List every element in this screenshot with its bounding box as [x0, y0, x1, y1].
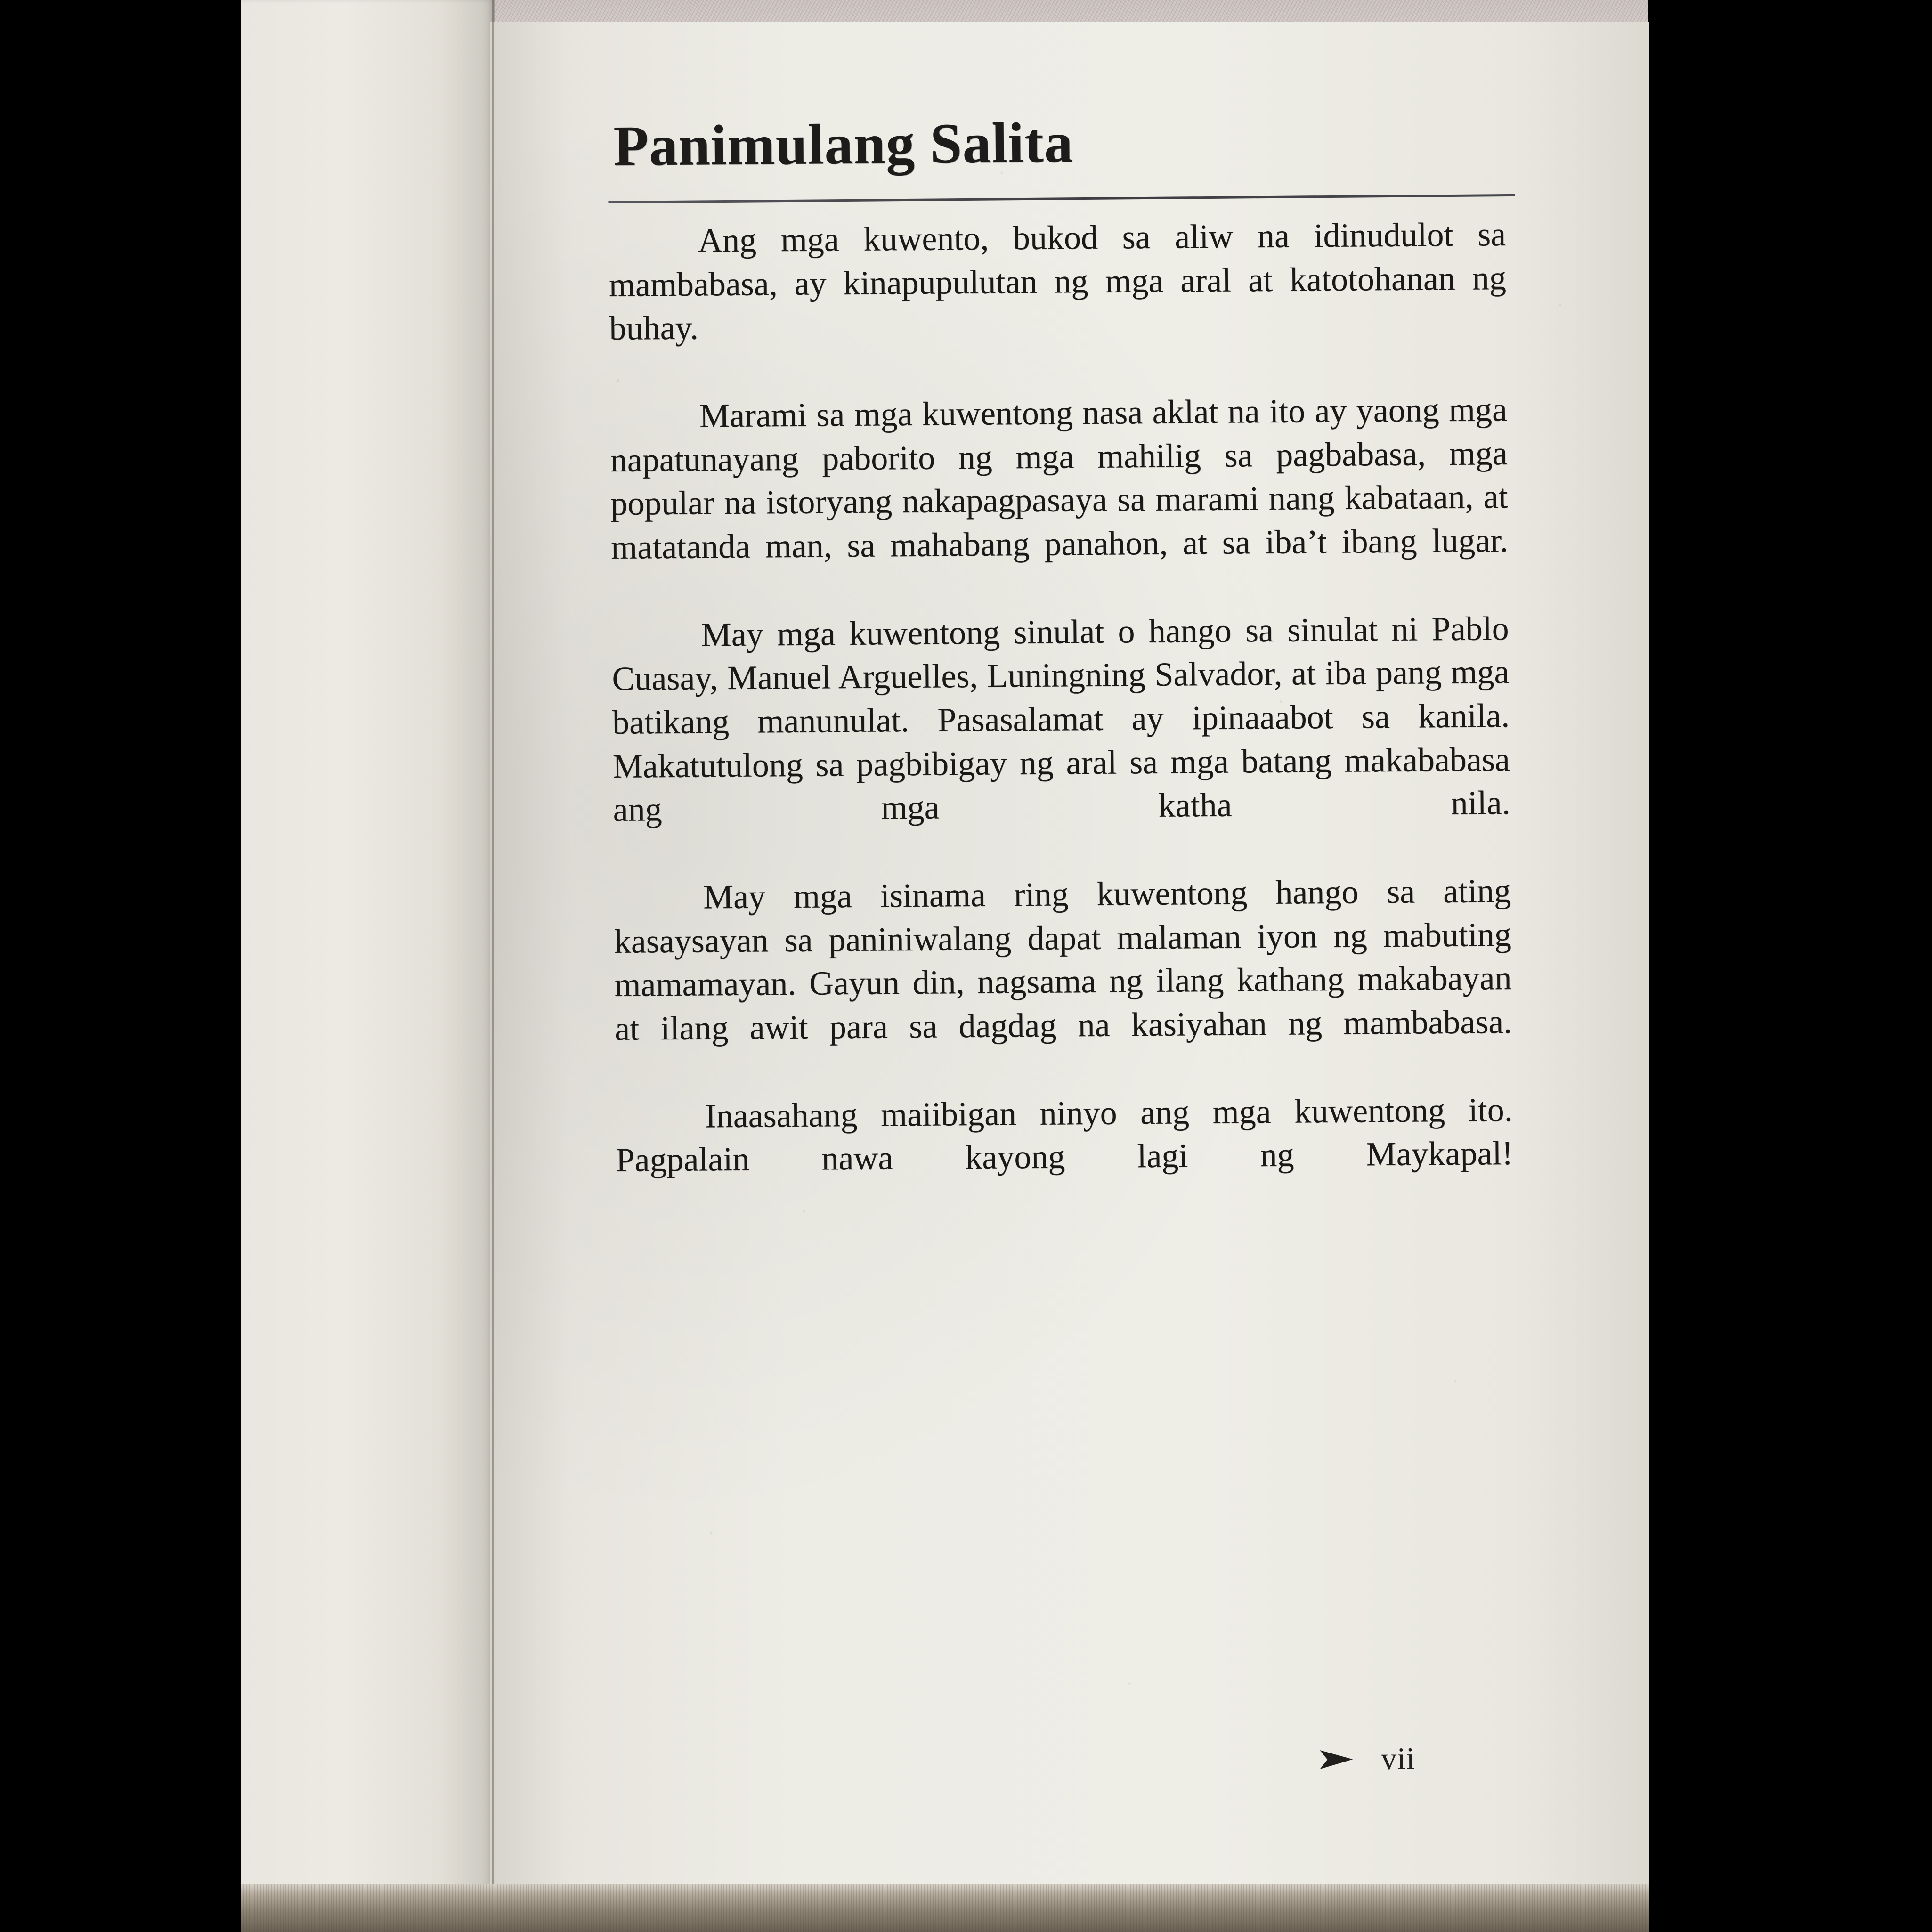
page-number: vii: [1381, 1741, 1416, 1776]
paragraph: Ang mga kuwento, bukod sa aliw na idinudulot sa mambabasa, ay kinapupulutan ng mga aral at katotohanan ng buhay.: [609, 215, 1507, 348]
title-divider-rule: [608, 194, 1515, 203]
text-column: [608, 109, 1513, 1226]
book-page-recto: [490, 22, 1653, 1910]
paragraph: Marami sa mga kuwentong nasa aklat na ito ay yaong mga napatunayang paborito ng mga mahilig sa pagbabasa, mga popular na istoryang nakapagpasaya sa marami nang kabataan, at matatanda man, sa mahabang panahon, at sa iba’t ibang lugar.: [610, 390, 1509, 566]
paragraph: May mga kuwentong sinulat o hango sa sinulat ni Pablo Cuasay, Manuel Arguelles, Luningning Salvador, at iba pang mga batikang manunulat. Pasasalamat ay ipinaaabot sa kanila. Makatutulong sa pagbibigay ng aral sa mga batang makababasa ang mga katha nila.: [612, 609, 1510, 828]
body-copy: [609, 212, 1514, 1226]
folio: [1319, 1741, 1415, 1778]
facing-page-verso: [240, 0, 495, 1903]
letterbox-right: [1649, 0, 1932, 1932]
paragraph: May mga isinama ring kuwentong hango sa ating kasaysayan sa paniniwalang dapat malaman iyon ng mabuting mamamayan. Gayun din, nagsama ng ilang kathang makabayan at ilang awit para sa dagdag na kasiyahan ng mambabasa.: [614, 872, 1512, 1047]
book-gutter: [492, 0, 494, 1903]
page-bottom-edge: [240, 1884, 1651, 1932]
arrow-dart-icon: [1319, 1747, 1354, 1772]
paragraph: Inaasahang maiibigan ninyo ang mga kuwentong ito. Pagpalain nawa kayong lagi ng Maykapal!: [616, 1090, 1513, 1179]
letterbox-left: [0, 0, 241, 1932]
page-title: Panimulang Salita: [613, 111, 1074, 178]
